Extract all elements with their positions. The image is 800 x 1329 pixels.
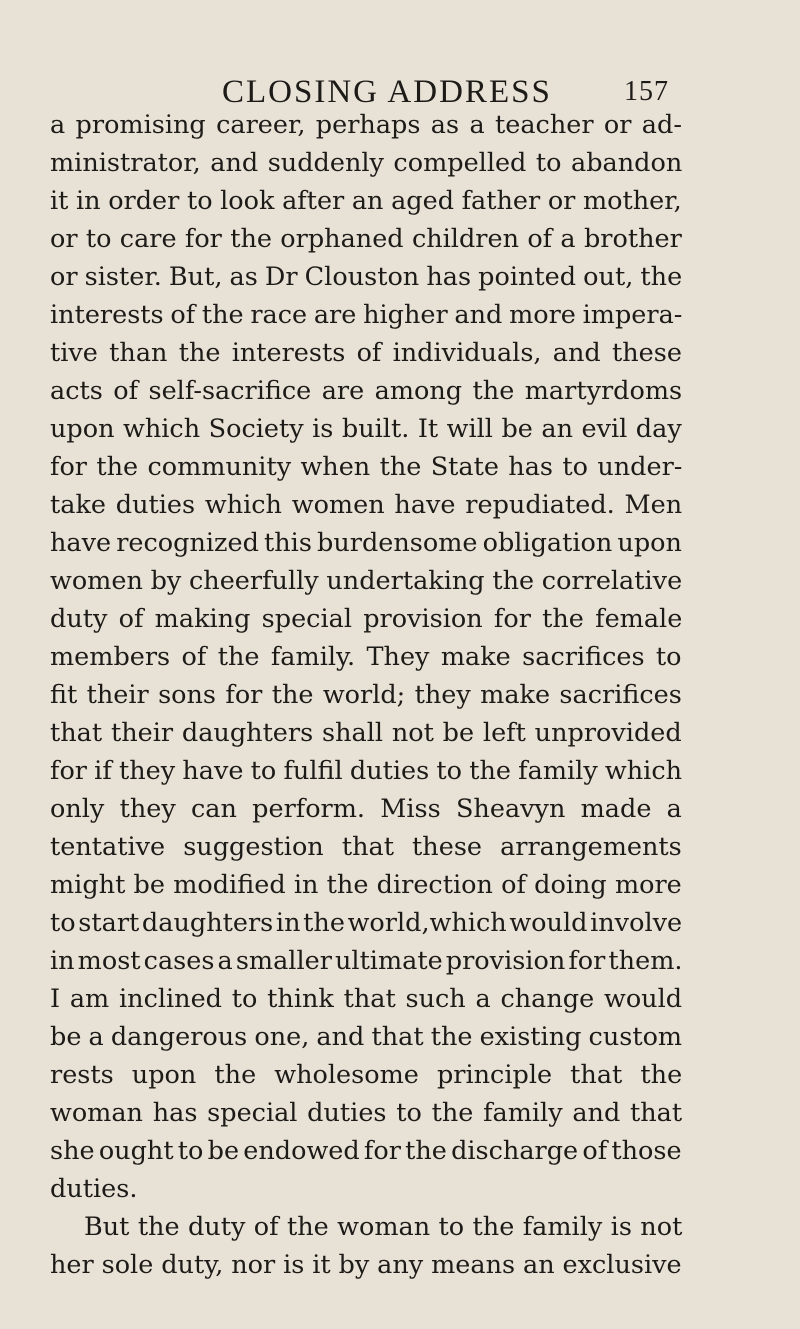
text-line: might be modified in the direction of doing more xyxy=(50,870,682,900)
text-line-paragraph-end: duties. xyxy=(50,1174,138,1204)
page-number: 157 xyxy=(624,76,669,107)
text-line: she ought to be endowed for the discharge of those xyxy=(50,1136,682,1166)
text-line: upon which Society is built. It will be an evil day xyxy=(50,414,682,444)
text-line: members of the family. They make sacrifices to xyxy=(50,642,682,672)
text-line: for the community when the State has to under- xyxy=(50,452,683,482)
text-line: duty of making special provision for the female xyxy=(50,604,683,634)
text-line: I am inclined to think that such a change would xyxy=(50,984,683,1014)
text-line: only they can perform. Miss Sheavyn made a xyxy=(50,794,682,824)
text-line: woman has special duties to the family and that xyxy=(50,1098,683,1128)
text-line: or sister. But, as Dr Clouston has pointed out, the xyxy=(50,262,683,292)
text-line: or to care for the orphaned children of a brother xyxy=(50,224,682,254)
text-line: ministrator, and suddenly compelled to abandon xyxy=(50,148,683,178)
text-line: her sole duty, nor is it by any means an exclusive xyxy=(50,1250,682,1280)
text-line: tentative suggestion that these arrangements xyxy=(50,832,682,862)
text-line: be a dangerous one, and that the existing custom xyxy=(50,1022,683,1052)
text-line: to start daughters in the world,which would involve xyxy=(50,908,683,938)
text-line: women by cheerfully undertaking the correlative xyxy=(50,566,683,596)
text-line: a promising career, perhaps as a teacher or ad- xyxy=(50,110,682,140)
text-line: interests of the race are higher and more impera- xyxy=(50,300,683,330)
text-line: it in order to look after an aged father or mother, xyxy=(50,186,682,216)
text-line: for if they have to fulfil duties to the family which xyxy=(50,756,683,786)
chapter-title: CLOSING ADDRESS xyxy=(222,74,552,110)
text-line: that their daughters shall not be left unprovided xyxy=(50,718,682,748)
text-line: tive than the interests of individuals, and these xyxy=(50,338,682,368)
text-line: have recognized this burdensome obligation upon xyxy=(50,528,682,558)
text-line: rests upon the wholesome principle that the xyxy=(50,1060,683,1090)
text-line: in most cases a smaller ultimate provision for them. xyxy=(50,946,683,976)
text-line: take duties which women have repudiated. Men xyxy=(50,490,683,520)
text-line-paragraph-start: But the duty of the woman to the family is not xyxy=(84,1212,683,1242)
text-line: acts of self-sacrifice are among the martyrdoms xyxy=(50,376,683,406)
text-line: fit their sons for the world; they make sacrifices xyxy=(50,680,682,710)
